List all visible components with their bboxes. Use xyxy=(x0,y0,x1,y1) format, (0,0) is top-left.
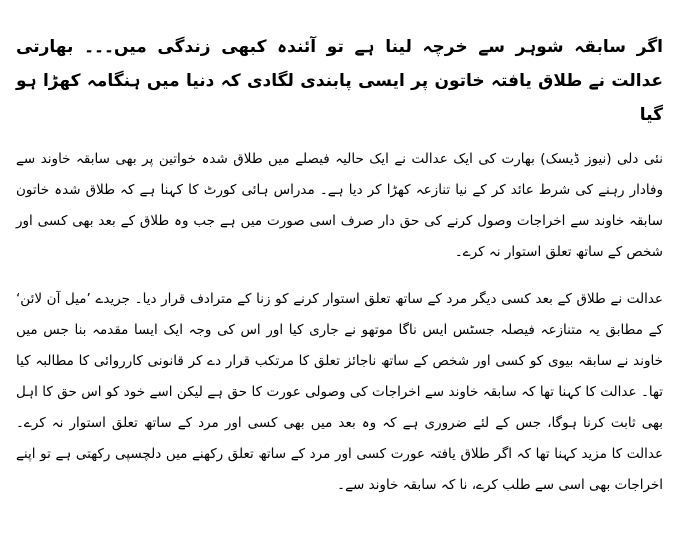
article-paragraph-2: عدالت نے طلاق کے بعد کسی دیگر مرد کے ساتھ تعلق استوار کرنے کو زنا کے مترادف قرار دیا۔ جریدے ’میل آن لائن‘ کے مطابق یہ متنازعہ فیصلہ جسٹس ایس ناگا موتھو نے جاری کیا اور اس کی وجہ ایک ایسا مقدمہ بنا جس میں خاوند نے سابقہ بیوی کو کسی اور شخص کے ساتھ ناجائز تعلق کا مرتکب قرار دے کر قانونی کارروائی کا مطالبہ کیا تھا۔ عدالت کا کہنا تھا کہ سابقہ خاوند سے اخراجات کی وصولی عورت کا حق ہے لیکن اسے خود کو اس حق کا اہل بھی ثابت کرنا ہوگا، جس کے لئے ضروری ہے کہ وہ بعد میں بھی کسی اور مرد کے ساتھ تعلق استوار نہ کرے۔ عدالت کا مزید کہنا تھا کہ اگر طلاق یافتہ عورت کسی اور مرد کے ساتھ تعلق رکھنے میں دلچسپی رکھتی ہے تو اپنے اخراجات بھی اسی سے طلب کرے، نا کہ سابقہ خاوند سے۔ xyxy=(16,291,663,493)
article-paragraph-1: نئی دلی (نیوز ڈیسک) بھارت کی ایک عدالت نے ایک حالیہ فیصلے میں طلاق شدہ خواتین پر بھی سابقہ خاوند سے وفادار رہنے کی شرط عائد کر کے نیا تنازعہ کھڑا کر دیا ہے۔ مدراس ہائی کورٹ کا کہنا ہے کہ طلاق شدہ خاتون سابقہ خاوند سے اخراجات وصول کرنے کی حق دار صرف اسی صورت میں ہے جب وہ طلاق کے بعد بھی کسی اور شخص کے ساتھ تعلق استوار نہ کرے۔ xyxy=(16,151,663,260)
article-headline: اگر سابقہ شوہر سے خرچہ لینا ہے تو آئندہ کبھی زندگی میں۔۔۔ بھارتی عدالت نے طلاق یافتہ خاتون پر ایسی پابندی لگادی کہ دنیا میں ہنگامہ کھڑا ہو گیا xyxy=(16,37,663,125)
